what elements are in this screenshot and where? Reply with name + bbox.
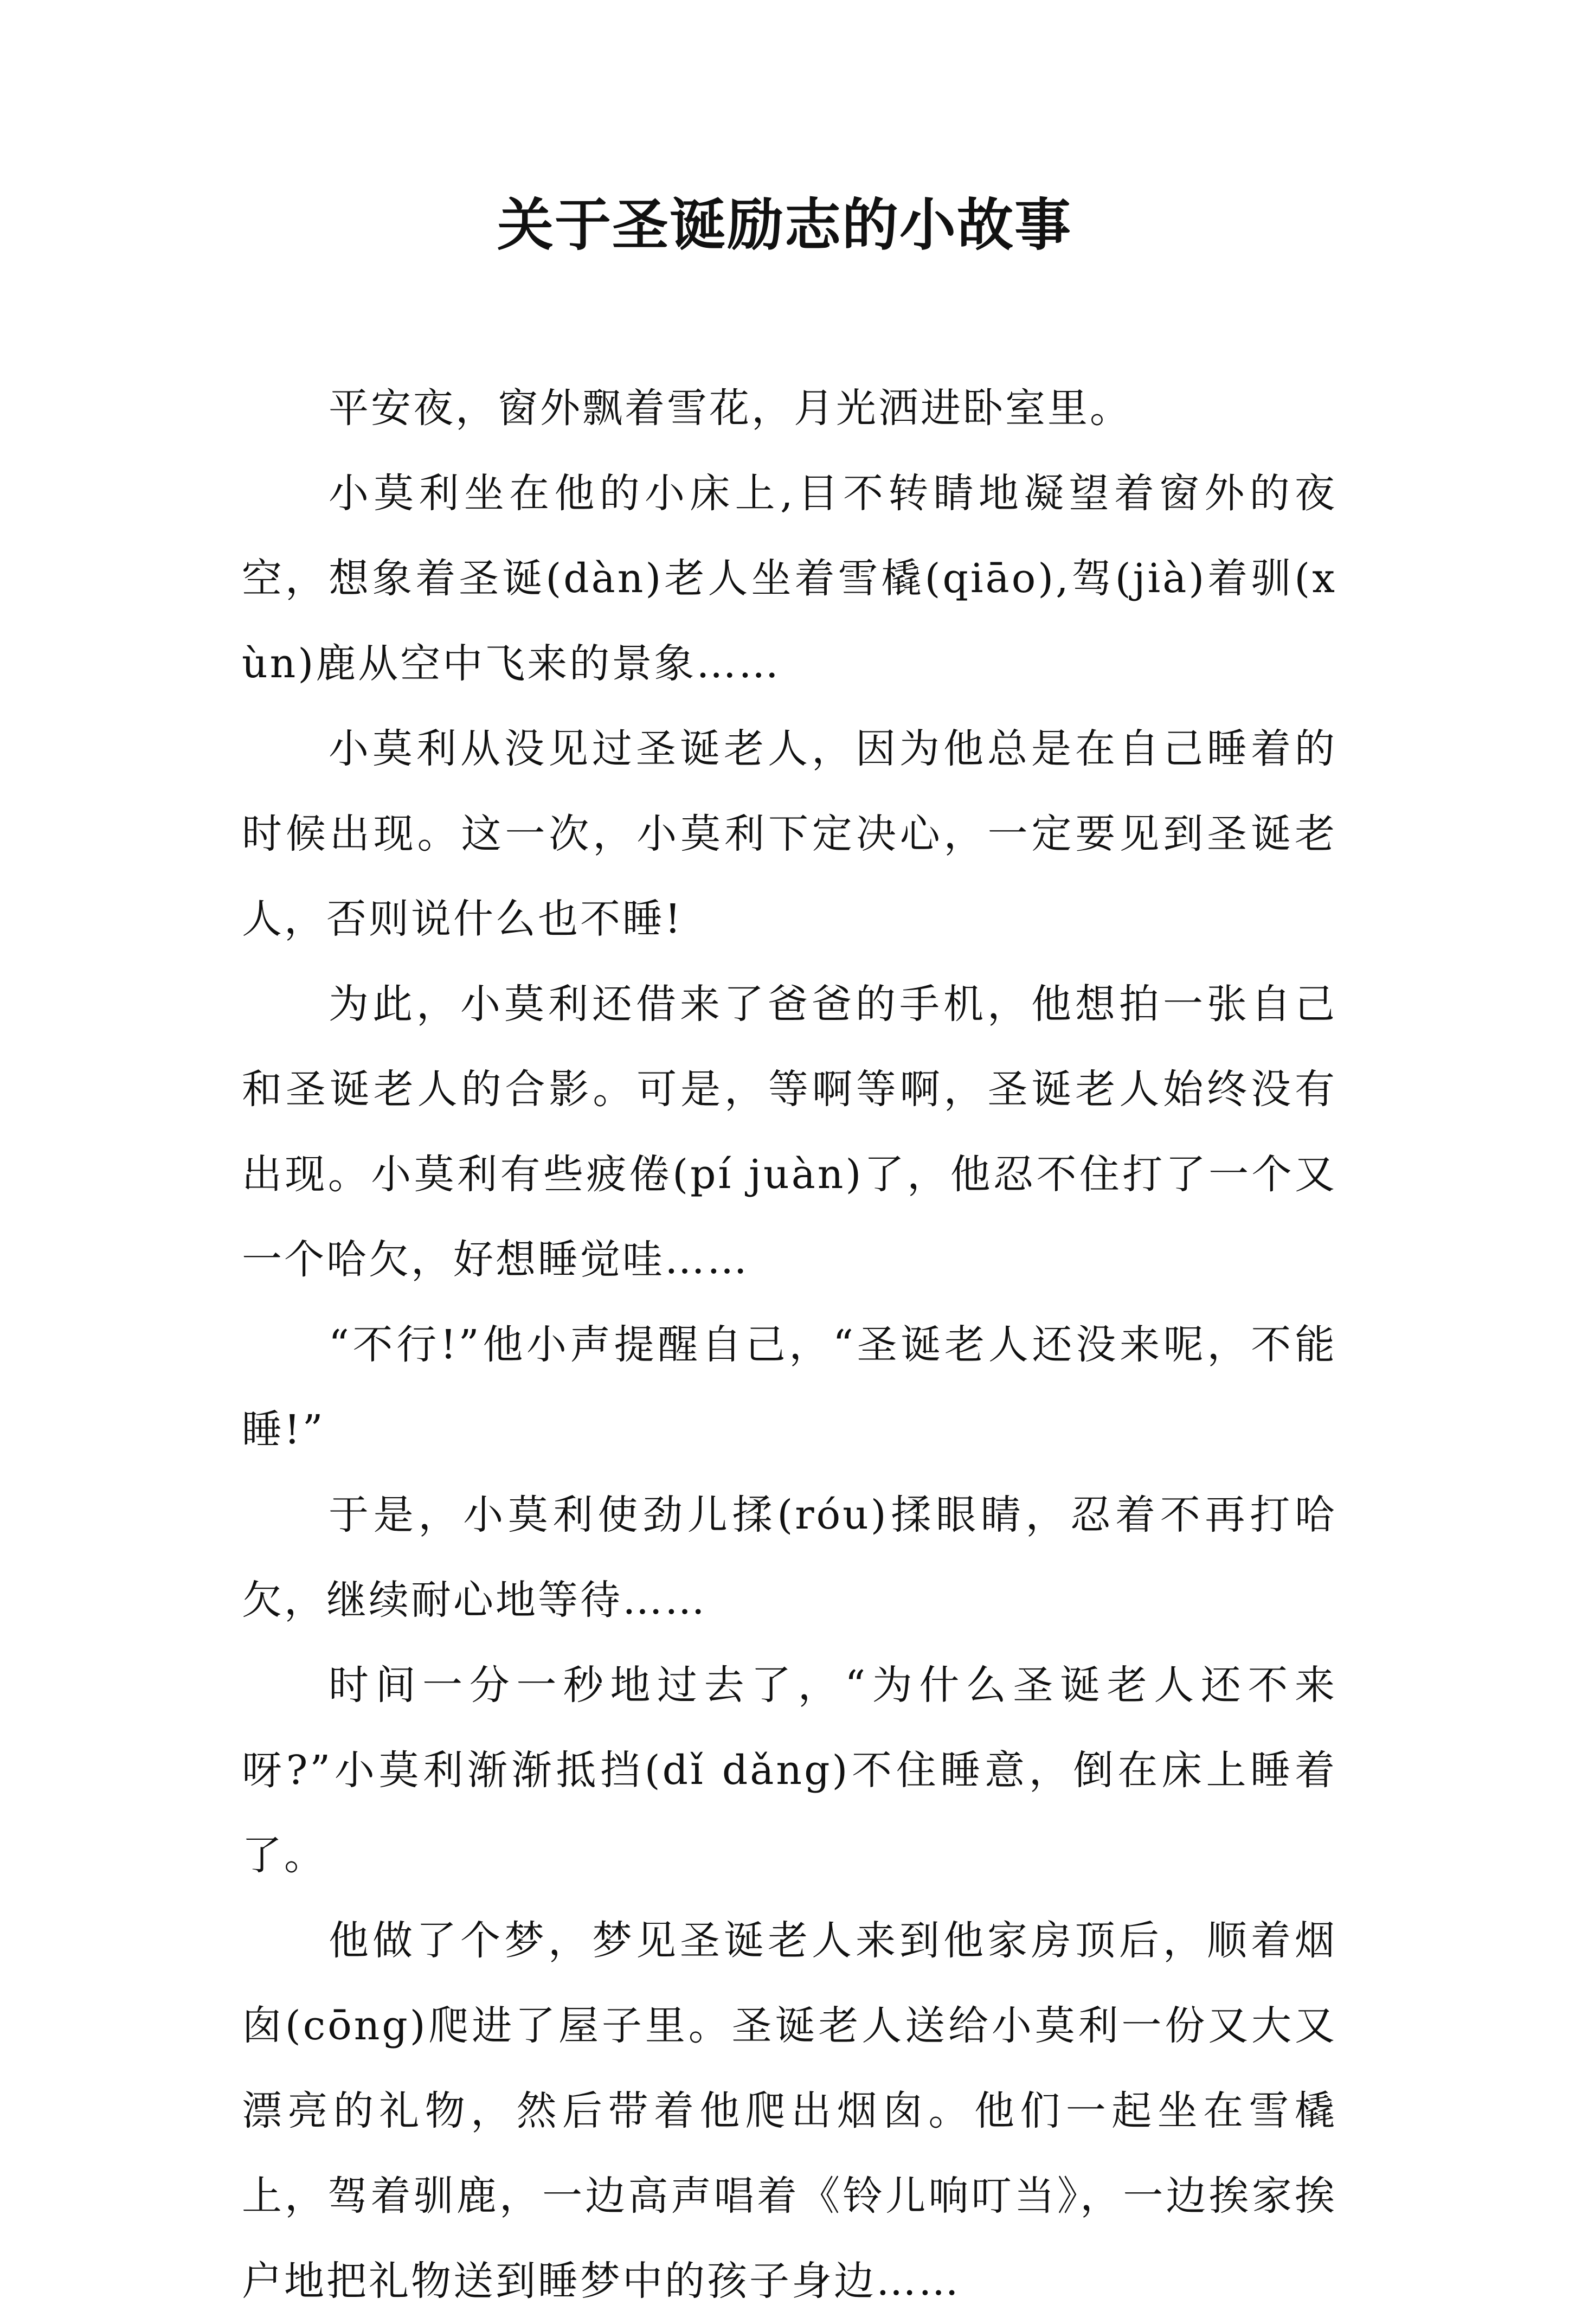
document-title: 关于圣诞励志的小故事 (497, 191, 1072, 258)
paragraph: 他做了个梦，梦见圣诞老人来到他家房顶后，顺着烟囱(cōng)爬进了屋子里。圣诞老人送给小莫利一份又大又漂亮的礼物，然后带着他爬出烟囱。他们一起坐在雪橇上，驾着驯鹿，一边高声唱着《铃儿响叮当》，一边挨家挨户地把礼物送到睡梦中的孩子身边…… (242, 1917, 1337, 2304)
paragraph: 于是，小莫利使劲儿揉(róu)揉眼睛，忍着不再打哈欠，继续耐心地等待…… (242, 1492, 1337, 1623)
paragraph: 时间一分一秒地过去了，“为什么圣诞老人还不来呀?”小莫利渐渐抵挡(dǐ dǎng)不住睡意，倒在床上睡着了。 (242, 1662, 1337, 1879)
paragraph: 小莫利从没见过圣诞老人，因为他总是在自己睡着的时候出现。这一次，小莫利下定决心，一定要见到圣诞老人，否则说什么也不睡! (242, 726, 1337, 942)
document-body (242, 366, 1337, 2324)
paragraph: 小莫利坐在他的小床上,目不转睛地凝望着窗外的夜空，想象着圣诞(dàn)老人坐着雪橇(qiāo),驾(jià)着驯(xùn)鹿从空中飞来的景象…… (242, 470, 1337, 687)
paragraph: 平安夜，窗外飘着雪花，月光洒进卧室里。 (329, 385, 1132, 432)
paragraph: 为此，小莫利还借来了爸爸的手机，他想拍一张自己和圣诞老人的合影。可是，等啊等啊，圣诞老人始终没有出现。小莫利有些疲倦(pí juàn)了，他忍不住打了一个又一个哈欠，好想睡觉哇…… (242, 981, 1337, 1283)
paragraph: “不行!”他小声提醒自己，“圣诞老人还没来呢，不能睡!” (242, 1321, 1337, 1453)
